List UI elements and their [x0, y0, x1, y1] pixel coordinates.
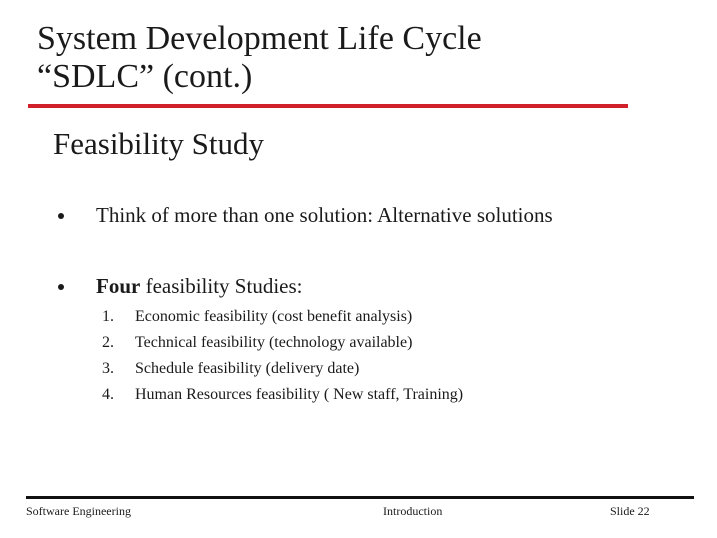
slide-title [37, 20, 482, 96]
footer-topic: Introduction [383, 504, 443, 518]
bullet-dot [58, 213, 64, 219]
item-number: 1. [102, 308, 114, 325]
footer-slide-number: Slide 22 [610, 504, 650, 518]
footer-course: Software Engineering [26, 504, 131, 518]
bullet-item: Think of more than one solution: Alternative solutions [96, 203, 553, 227]
bullet-item-text: feasibility Studies: [140, 274, 303, 298]
title-line-1: System Development Life Cycle [37, 20, 482, 57]
bullet-dot [58, 284, 64, 290]
title-underline [28, 104, 628, 108]
title-line-2: “SDLC” (cont.) [37, 58, 253, 95]
item-number: 2. [102, 334, 114, 351]
item-text: Technical feasibility (technology available) [135, 334, 413, 351]
item-number: 3. [102, 360, 114, 377]
bullet-emphasis: Four [96, 274, 141, 298]
item-text: Economic feasibility (cost benefit analysis) [135, 308, 413, 325]
footer-rule [26, 496, 694, 499]
item-text: Human Resources feasibility ( New staff, Training) [135, 386, 464, 403]
section-heading: Feasibility Study [53, 126, 264, 161]
item-number: 4. [102, 386, 114, 403]
item-text: Schedule feasibility (delivery date) [135, 360, 360, 377]
bullet-item [96, 273, 302, 299]
